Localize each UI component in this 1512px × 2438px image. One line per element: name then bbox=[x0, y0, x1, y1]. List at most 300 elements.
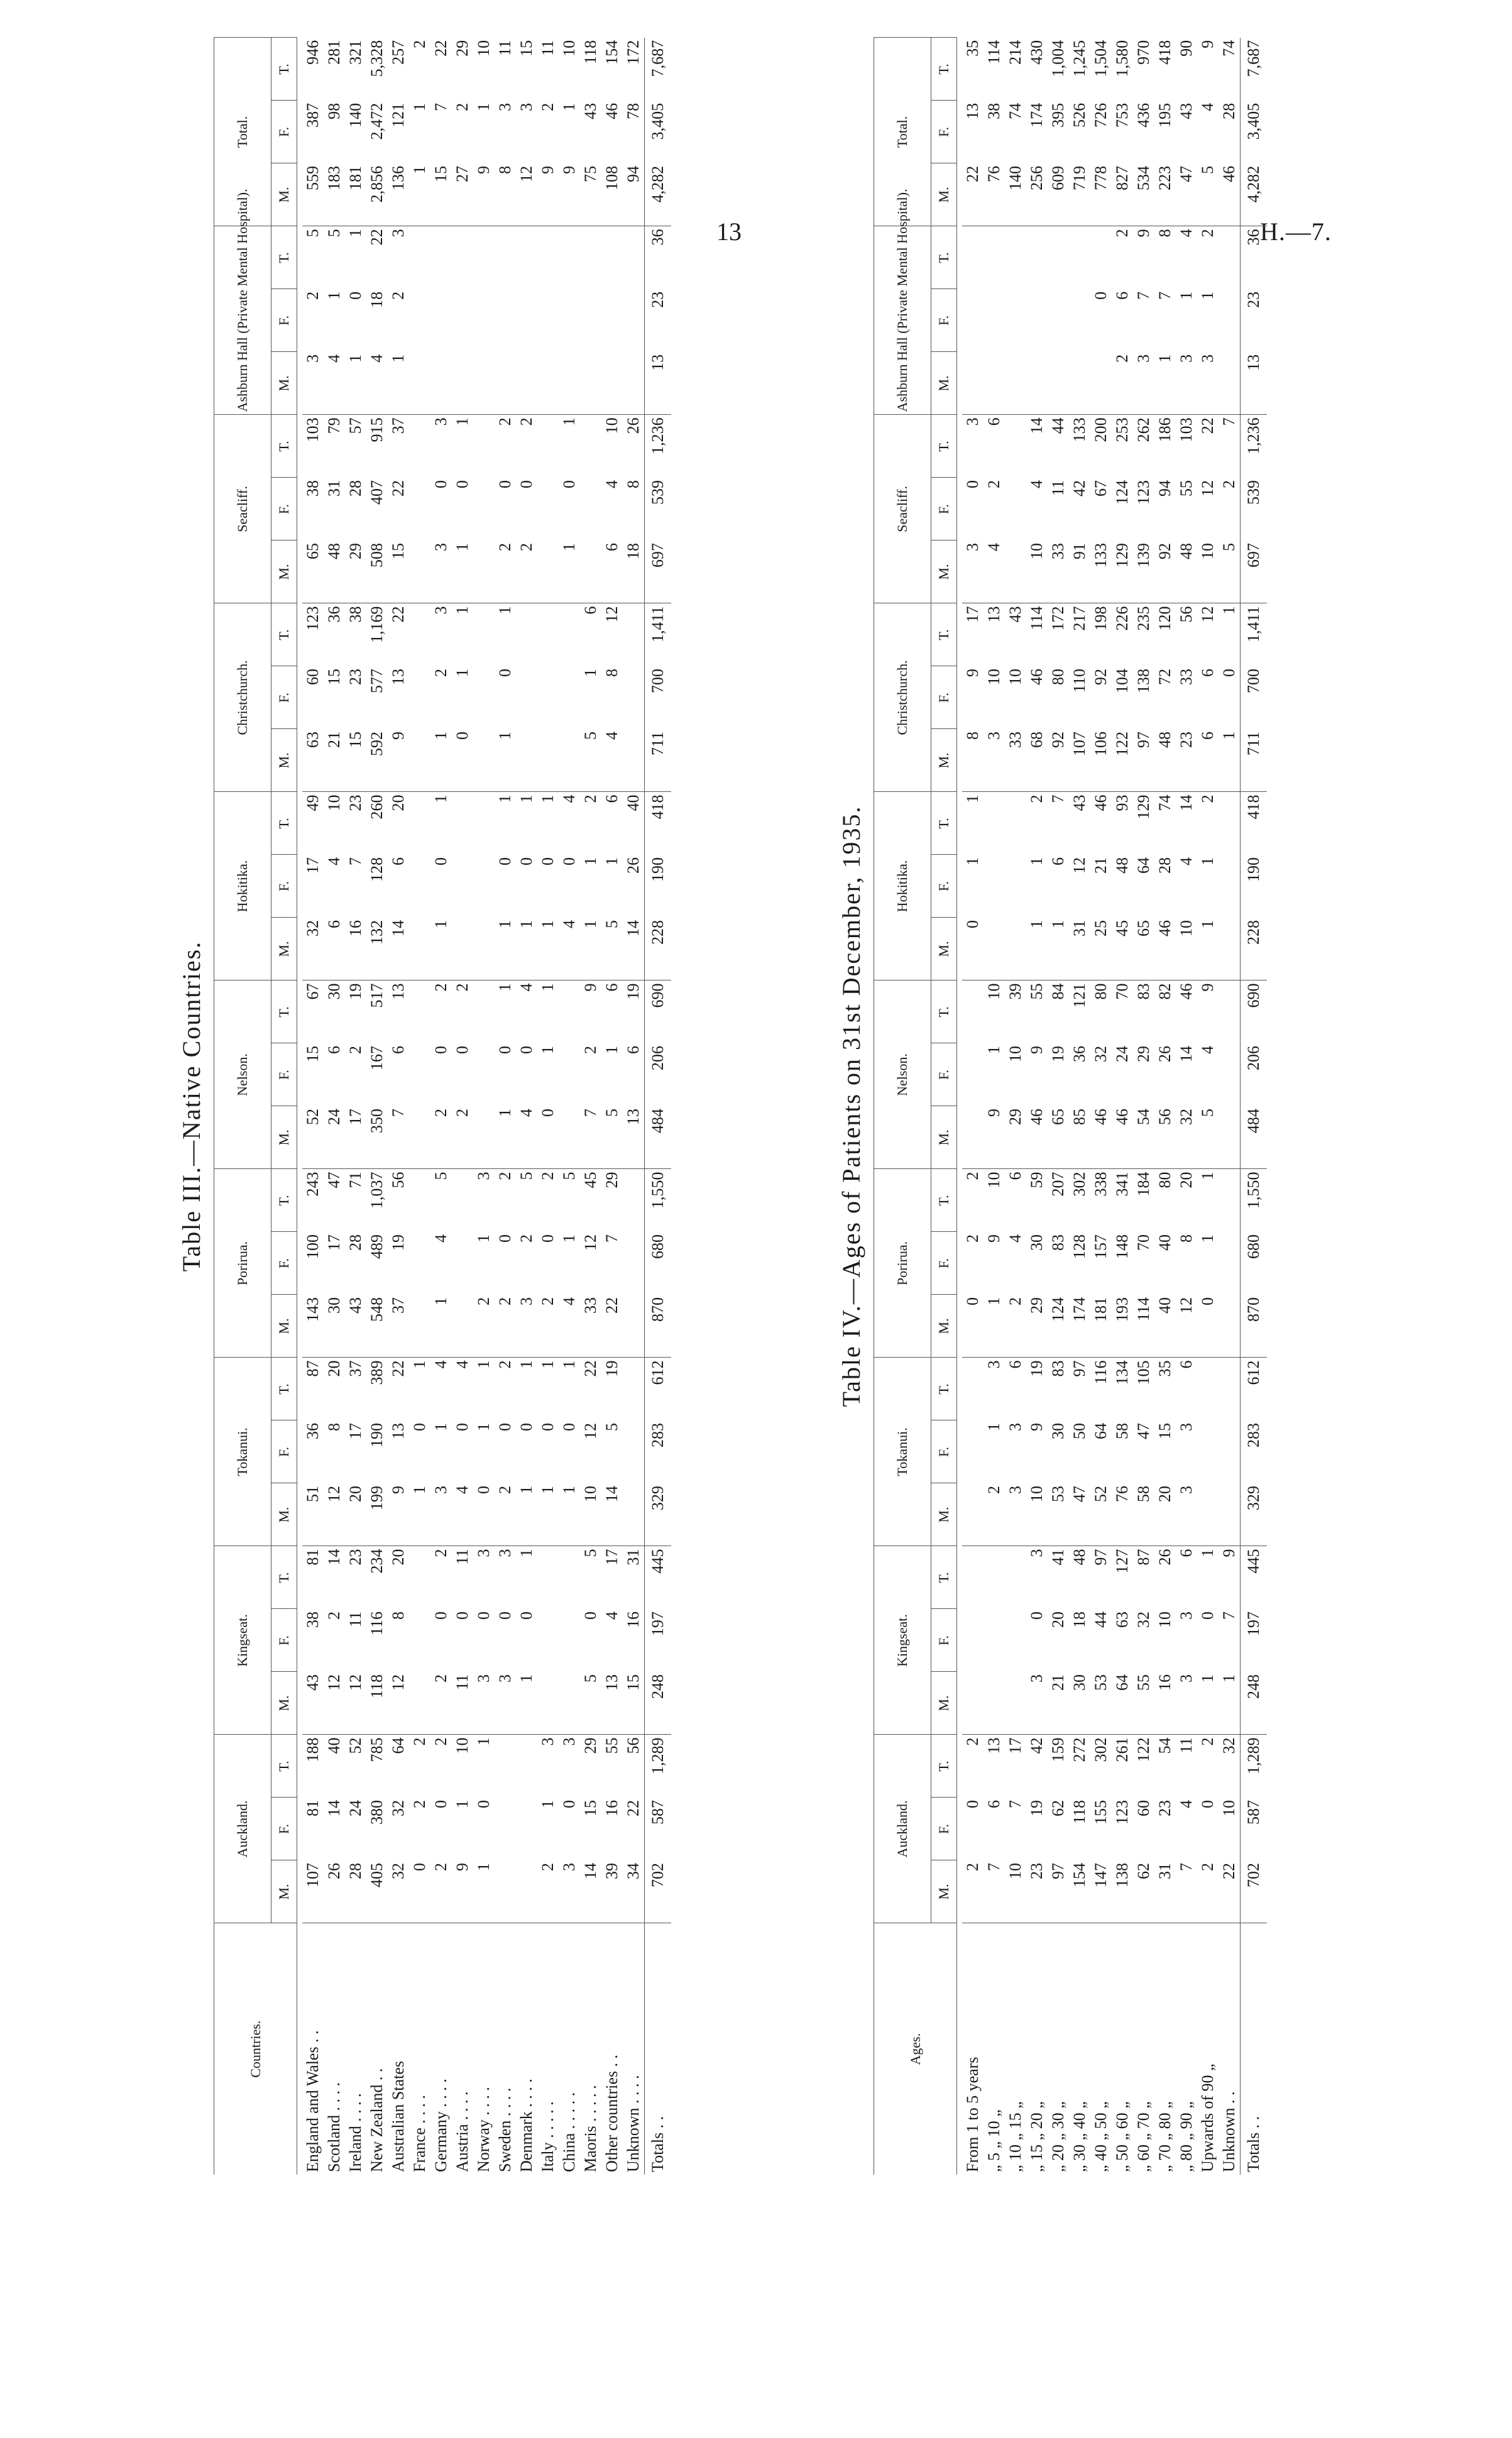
cell: 3 bbox=[430, 541, 452, 603]
cell bbox=[1219, 1232, 1241, 1295]
totals-cell: 248 bbox=[645, 1672, 672, 1735]
cell: 3 bbox=[496, 102, 514, 111]
cell: 2 bbox=[963, 1172, 982, 1180]
cell: 97 bbox=[1092, 1549, 1110, 1566]
cell: 22 bbox=[389, 1360, 407, 1377]
group-header: Ashburn Hall (Private Mental Hospital). bbox=[214, 226, 271, 415]
cell: 9 bbox=[1027, 1422, 1046, 1431]
row-label: New Zealand . . bbox=[368, 2068, 386, 2172]
cell bbox=[409, 1295, 430, 1358]
totals-cell: 283 bbox=[1241, 1420, 1268, 1483]
group-header: Nelson. bbox=[874, 980, 931, 1169]
cell bbox=[601, 226, 623, 289]
cell: 29 bbox=[1134, 1045, 1153, 1062]
cell: 26 bbox=[1156, 1549, 1174, 1566]
cell bbox=[623, 226, 645, 289]
cell: 0 bbox=[963, 1800, 982, 1808]
table-row bbox=[623, 38, 645, 2175]
cell: 7 bbox=[580, 1106, 601, 1169]
cell: 1,245 bbox=[1070, 40, 1088, 77]
cell: 4 bbox=[366, 352, 388, 415]
cell: 92 bbox=[1048, 729, 1069, 792]
cell: 1 bbox=[560, 1234, 578, 1243]
cell: 18 bbox=[368, 291, 386, 308]
cell: 0 bbox=[346, 291, 364, 300]
cell: 172 bbox=[624, 40, 642, 65]
cell bbox=[473, 980, 495, 1043]
cell: 7 bbox=[388, 1106, 409, 1169]
row-label: „ 30 „ 40 „ bbox=[1070, 2101, 1088, 2172]
cell: 256 bbox=[1026, 163, 1048, 226]
totals-cell: 7,687 bbox=[645, 38, 672, 101]
cell: 1 bbox=[560, 1360, 578, 1369]
cell: 1 bbox=[1026, 918, 1048, 980]
cell: 10 bbox=[985, 668, 1003, 685]
cell: 3 bbox=[430, 1483, 452, 1546]
cell: 128 bbox=[368, 857, 386, 882]
cell bbox=[452, 855, 473, 918]
cell bbox=[409, 478, 430, 541]
totals-cell: 228 bbox=[645, 918, 672, 980]
cell bbox=[537, 289, 559, 352]
cell: 21 bbox=[1092, 857, 1110, 874]
cell: 526 bbox=[1070, 102, 1088, 128]
cell: 0 bbox=[453, 1422, 471, 1431]
cell: 234 bbox=[368, 1549, 386, 1574]
cell: 6 bbox=[985, 1800, 1003, 1808]
totals-cell: 870 bbox=[1241, 1295, 1268, 1358]
cell: 87 bbox=[304, 1360, 322, 1377]
cell: 10 bbox=[985, 1172, 1003, 1189]
cell: 33 bbox=[1177, 668, 1195, 685]
cell: 123 bbox=[1134, 480, 1153, 505]
cell bbox=[1219, 1295, 1241, 1358]
cell: 1 bbox=[1197, 1672, 1219, 1735]
cell: 29 bbox=[581, 1737, 600, 1754]
cell: 17 bbox=[346, 1422, 364, 1439]
cell: 4 bbox=[1027, 480, 1046, 488]
sub-header: T. bbox=[271, 38, 297, 101]
cell bbox=[409, 1169, 430, 1232]
cell: 2 bbox=[430, 1672, 452, 1735]
cell: 124 bbox=[1048, 1295, 1069, 1358]
cell: 20 bbox=[1049, 1612, 1067, 1628]
cell: 4 bbox=[1177, 857, 1195, 865]
cell: 184 bbox=[1134, 1172, 1153, 1197]
cell: 97 bbox=[1070, 1360, 1088, 1377]
cell: 260 bbox=[368, 794, 386, 820]
cell: 1 bbox=[496, 983, 514, 992]
cell: 11 bbox=[1177, 1737, 1195, 1754]
cell: 2 bbox=[432, 1737, 450, 1746]
cell: 3 bbox=[963, 417, 982, 426]
cell: 6 bbox=[985, 417, 1003, 426]
cell: 181 bbox=[1090, 1295, 1112, 1358]
cell: 726 bbox=[1092, 102, 1110, 128]
cell: 2 bbox=[1198, 794, 1217, 803]
cell: 80 bbox=[1092, 983, 1110, 1000]
row-label: China . . . . . bbox=[560, 2092, 578, 2172]
cell: 55 bbox=[1177, 480, 1195, 497]
cell bbox=[623, 729, 645, 792]
cell: 12 bbox=[603, 606, 621, 623]
cell: 124 bbox=[1113, 480, 1131, 505]
cell: 29 bbox=[345, 541, 366, 603]
cell bbox=[409, 1232, 430, 1295]
cell: 6 bbox=[581, 606, 600, 615]
sub-header: F. bbox=[931, 1043, 957, 1106]
cell: 74 bbox=[1156, 794, 1174, 811]
cell: 39 bbox=[601, 1860, 623, 1923]
sub-header: T. bbox=[271, 1546, 297, 1609]
cell: 6 bbox=[389, 1045, 407, 1054]
cell: 1 bbox=[560, 417, 578, 426]
cell: 174 bbox=[1069, 1295, 1090, 1358]
cell: 11 bbox=[453, 1549, 471, 1565]
cell: 17 bbox=[1006, 1737, 1024, 1754]
cell: 2,856 bbox=[366, 163, 388, 226]
cell bbox=[1005, 1609, 1026, 1672]
cell: 207 bbox=[1049, 1172, 1067, 1197]
cell: 7 bbox=[432, 102, 450, 111]
cell bbox=[623, 289, 645, 352]
cell: 1 bbox=[474, 1360, 493, 1369]
cell: 20 bbox=[325, 1360, 343, 1377]
cell: 2 bbox=[432, 1549, 450, 1557]
totals-cell: 13 bbox=[645, 352, 672, 415]
totals-cell: 197 bbox=[645, 1609, 672, 1672]
cell: 5 bbox=[304, 229, 322, 238]
cell: 1 bbox=[430, 918, 452, 980]
cell: 12 bbox=[345, 1672, 366, 1735]
cell: 321 bbox=[346, 40, 364, 65]
cell: 1 bbox=[516, 1483, 537, 1546]
sub-header: M. bbox=[931, 729, 957, 792]
cell: 0 bbox=[517, 857, 535, 865]
cell bbox=[1005, 289, 1026, 352]
cell: 9 bbox=[388, 729, 409, 792]
cell bbox=[409, 1043, 430, 1106]
cell: 2 bbox=[1197, 1860, 1219, 1923]
cell bbox=[452, 1169, 473, 1232]
table-row bbox=[1219, 38, 1241, 2175]
cell: 33 bbox=[1048, 541, 1069, 603]
cell: 8 bbox=[325, 1422, 343, 1431]
cell: 30 bbox=[1049, 1422, 1067, 1439]
cell: 32 bbox=[1220, 1737, 1238, 1754]
totals-cell: 702 bbox=[1241, 1860, 1268, 1923]
cell bbox=[473, 289, 495, 352]
cell bbox=[430, 289, 452, 352]
cell: 7 bbox=[983, 1860, 1005, 1923]
group-header: Auckland. bbox=[214, 1735, 271, 1923]
cell: 2 bbox=[410, 1737, 429, 1746]
cell bbox=[962, 1546, 983, 1609]
cell: 10 bbox=[1220, 1800, 1238, 1816]
row-label: „ 60 „ 70 „ bbox=[1134, 2101, 1153, 2172]
group-header: Seacliff. bbox=[214, 415, 271, 603]
group-header: Kingseat. bbox=[214, 1546, 271, 1735]
totals-cell: 23 bbox=[645, 289, 672, 352]
cell: 1 bbox=[453, 417, 471, 426]
cell: 10 bbox=[580, 1483, 601, 1546]
cell: 2 bbox=[496, 1360, 514, 1369]
cell: 32 bbox=[388, 1860, 409, 1923]
cell: 55 bbox=[1133, 1672, 1154, 1735]
cell: 155 bbox=[1092, 1800, 1110, 1825]
cell: 200 bbox=[1092, 417, 1110, 442]
cell bbox=[1069, 226, 1090, 289]
cell: 15 bbox=[345, 729, 366, 792]
cell: 1,580 bbox=[1113, 40, 1131, 77]
cell: 122 bbox=[1112, 729, 1133, 792]
row-label: Other countries . . bbox=[603, 2054, 621, 2172]
cell: 407 bbox=[368, 480, 386, 505]
cell bbox=[962, 1483, 983, 1546]
cell: 5 bbox=[601, 1106, 623, 1169]
cell: 1 bbox=[517, 1360, 535, 1369]
cell bbox=[1026, 226, 1048, 289]
cell: 4 bbox=[324, 352, 345, 415]
cell: 0 bbox=[560, 1800, 578, 1808]
cell bbox=[495, 226, 516, 289]
cell: 20 bbox=[1177, 1172, 1195, 1189]
cell: 4 bbox=[453, 1360, 471, 1369]
totals-cell: 697 bbox=[645, 541, 672, 603]
sub-header: M. bbox=[931, 541, 957, 603]
cell: 2 bbox=[410, 40, 429, 48]
cell: 36 bbox=[1070, 1045, 1088, 1062]
cell: 64 bbox=[389, 1737, 407, 1754]
cell: 22 bbox=[624, 1800, 642, 1816]
cell: 1 bbox=[1220, 606, 1238, 615]
cell bbox=[1219, 855, 1241, 918]
cell: 946 bbox=[304, 40, 322, 65]
cell: 15 bbox=[325, 668, 343, 685]
cell: 9 bbox=[473, 163, 495, 226]
cell: 1 bbox=[580, 918, 601, 980]
cell bbox=[473, 729, 495, 792]
cell: 0 bbox=[496, 1045, 514, 1054]
cell: 181 bbox=[345, 163, 366, 226]
cell: 70 bbox=[1134, 1234, 1153, 1251]
cell: 43 bbox=[1070, 794, 1088, 811]
cell: 235 bbox=[1134, 606, 1153, 631]
cell: 26 bbox=[1156, 1045, 1174, 1062]
cell: 436 bbox=[1134, 102, 1153, 128]
cell: 71 bbox=[346, 1172, 364, 1189]
sub-header: F. bbox=[931, 101, 957, 163]
rotated-tables-container bbox=[170, 38, 1477, 2175]
cell: 0 bbox=[517, 1422, 535, 1431]
cell bbox=[559, 1106, 580, 1169]
cell bbox=[580, 478, 601, 541]
cell: 133 bbox=[1070, 417, 1088, 442]
cell bbox=[1219, 226, 1241, 289]
cell: 2 bbox=[495, 541, 516, 603]
row-label: „ 20 „ 30 „ bbox=[1049, 2101, 1067, 2172]
table-row bbox=[1133, 38, 1154, 2175]
cell bbox=[516, 666, 537, 729]
cell: 13 bbox=[985, 606, 1003, 623]
totals-cell: 1,550 bbox=[1241, 1169, 1268, 1232]
cell bbox=[516, 603, 537, 666]
group-header: Christchurch. bbox=[214, 603, 271, 792]
cell: 0 bbox=[1198, 1800, 1217, 1808]
cell: 2 bbox=[963, 1737, 982, 1746]
cell: 19 bbox=[1027, 1800, 1046, 1816]
cell bbox=[495, 1735, 516, 1798]
cell: 42 bbox=[1070, 480, 1088, 497]
cell: 0 bbox=[581, 1612, 600, 1620]
cell: 12 bbox=[324, 1672, 345, 1735]
cell: 23 bbox=[346, 1549, 364, 1566]
cell: 13 bbox=[601, 1672, 623, 1735]
cell: 0 bbox=[432, 1800, 450, 1808]
cell: 56 bbox=[1177, 606, 1195, 623]
cell: 14 bbox=[623, 918, 645, 980]
cell: 11 bbox=[1049, 480, 1067, 496]
cell: 1 bbox=[517, 794, 535, 803]
cell: 5 bbox=[560, 1172, 578, 1180]
group-header: Tokanui. bbox=[214, 1358, 271, 1546]
cell: 19 bbox=[1049, 1045, 1067, 1062]
cell bbox=[962, 1358, 983, 1420]
cell: 64 bbox=[1112, 1672, 1133, 1735]
cell bbox=[983, 289, 1005, 352]
cell: 103 bbox=[304, 417, 322, 442]
cell: 107 bbox=[1069, 729, 1090, 792]
sub-header: T. bbox=[271, 792, 297, 855]
cell: 1 bbox=[539, 1800, 557, 1808]
cell: 44 bbox=[1092, 1612, 1110, 1628]
table-row bbox=[430, 38, 452, 2175]
sub-header: T. bbox=[931, 603, 957, 666]
cell: 217 bbox=[1070, 606, 1088, 631]
cell: 1,169 bbox=[368, 606, 386, 643]
cell bbox=[473, 352, 495, 415]
cell bbox=[623, 1483, 645, 1546]
cell: 44 bbox=[1049, 417, 1067, 434]
cell: 85 bbox=[1069, 1106, 1090, 1169]
cell bbox=[1219, 980, 1241, 1043]
cell bbox=[409, 855, 430, 918]
cell: 20 bbox=[345, 1483, 366, 1546]
cell bbox=[580, 541, 601, 603]
cell: 10 bbox=[985, 983, 1003, 1000]
cell: 14 bbox=[1177, 794, 1195, 811]
cell: 2 bbox=[496, 1172, 514, 1180]
table-row bbox=[452, 38, 473, 2175]
cell: 12 bbox=[1070, 857, 1088, 874]
cell bbox=[1005, 1546, 1026, 1609]
cell: 1 bbox=[517, 1549, 535, 1557]
totals-cell: 680 bbox=[1241, 1232, 1268, 1295]
cell: 190 bbox=[368, 1422, 386, 1447]
cell: 63 bbox=[302, 729, 324, 792]
cell: 43 bbox=[1177, 102, 1195, 119]
cell: 13 bbox=[389, 983, 407, 1000]
totals-cell: 1,411 bbox=[645, 603, 672, 666]
cell: 22 bbox=[368, 229, 386, 246]
cell bbox=[962, 352, 983, 415]
row-label: „ 5 „ 10 „ bbox=[985, 2109, 1003, 2172]
cell: 1 bbox=[1219, 1672, 1241, 1735]
cell: 223 bbox=[1154, 163, 1176, 226]
cell: 129 bbox=[1134, 794, 1153, 820]
cell: 489 bbox=[368, 1234, 386, 1259]
cell: 302 bbox=[1070, 1172, 1088, 1197]
cell bbox=[1219, 792, 1241, 855]
cell bbox=[983, 1672, 1005, 1735]
cell bbox=[1048, 289, 1069, 352]
totals-cell: 1,236 bbox=[1241, 415, 1268, 478]
cell: 11 bbox=[452, 1672, 473, 1735]
cell: 1 bbox=[432, 794, 450, 803]
cell: 3 bbox=[432, 417, 450, 426]
cell bbox=[1219, 1043, 1241, 1106]
cell: 2 bbox=[963, 1234, 982, 1243]
cell: 22 bbox=[601, 1295, 623, 1358]
cell: 915 bbox=[368, 417, 386, 442]
cell: 7 bbox=[1220, 417, 1238, 426]
cell bbox=[452, 226, 473, 289]
cell: 1 bbox=[495, 1106, 516, 1169]
cell: 2 bbox=[430, 1860, 452, 1923]
totals-cell: 1,550 bbox=[645, 1169, 672, 1232]
sub-header: F. bbox=[271, 1043, 297, 1106]
cell bbox=[559, 289, 580, 352]
sub-header: M. bbox=[931, 1672, 957, 1735]
sub-header: T. bbox=[271, 415, 297, 478]
cell: 54 bbox=[1133, 1106, 1154, 1169]
cell: 1 bbox=[409, 1483, 430, 1546]
cell: 143 bbox=[302, 1295, 324, 1358]
cell: 592 bbox=[366, 729, 388, 792]
cell: 42 bbox=[1027, 1737, 1046, 1754]
cell: 2 bbox=[432, 983, 450, 992]
cell: 19 bbox=[389, 1234, 407, 1251]
cell: 2 bbox=[517, 1234, 535, 1243]
cell: 8 bbox=[389, 1612, 407, 1620]
cell bbox=[409, 666, 430, 729]
cell: 4 bbox=[432, 1234, 450, 1243]
group-header: Hokitika. bbox=[874, 792, 931, 980]
cell bbox=[537, 1609, 559, 1672]
cell: 559 bbox=[302, 163, 324, 226]
cell: 9 bbox=[1198, 983, 1217, 992]
sub-header: M. bbox=[271, 163, 297, 226]
group-header: Tokanui. bbox=[874, 1358, 931, 1546]
cell: 147 bbox=[1090, 1860, 1112, 1923]
cell bbox=[473, 226, 495, 289]
cell: 36 bbox=[325, 606, 343, 623]
cell: 52 bbox=[1090, 1483, 1112, 1546]
cell bbox=[537, 666, 559, 729]
cell bbox=[537, 478, 559, 541]
cell: 83 bbox=[1134, 983, 1153, 1000]
cell: 1 bbox=[539, 794, 557, 803]
totals-cell: 539 bbox=[1241, 478, 1268, 541]
cell: 2 bbox=[1112, 352, 1133, 415]
cell: 2 bbox=[537, 1860, 559, 1923]
cell bbox=[409, 1546, 430, 1609]
cell: 5,328 bbox=[368, 40, 386, 77]
sub-header: M. bbox=[271, 541, 297, 603]
cell: 6 bbox=[603, 983, 621, 992]
cell: 14 bbox=[1027, 417, 1046, 434]
cell: 140 bbox=[346, 102, 364, 128]
